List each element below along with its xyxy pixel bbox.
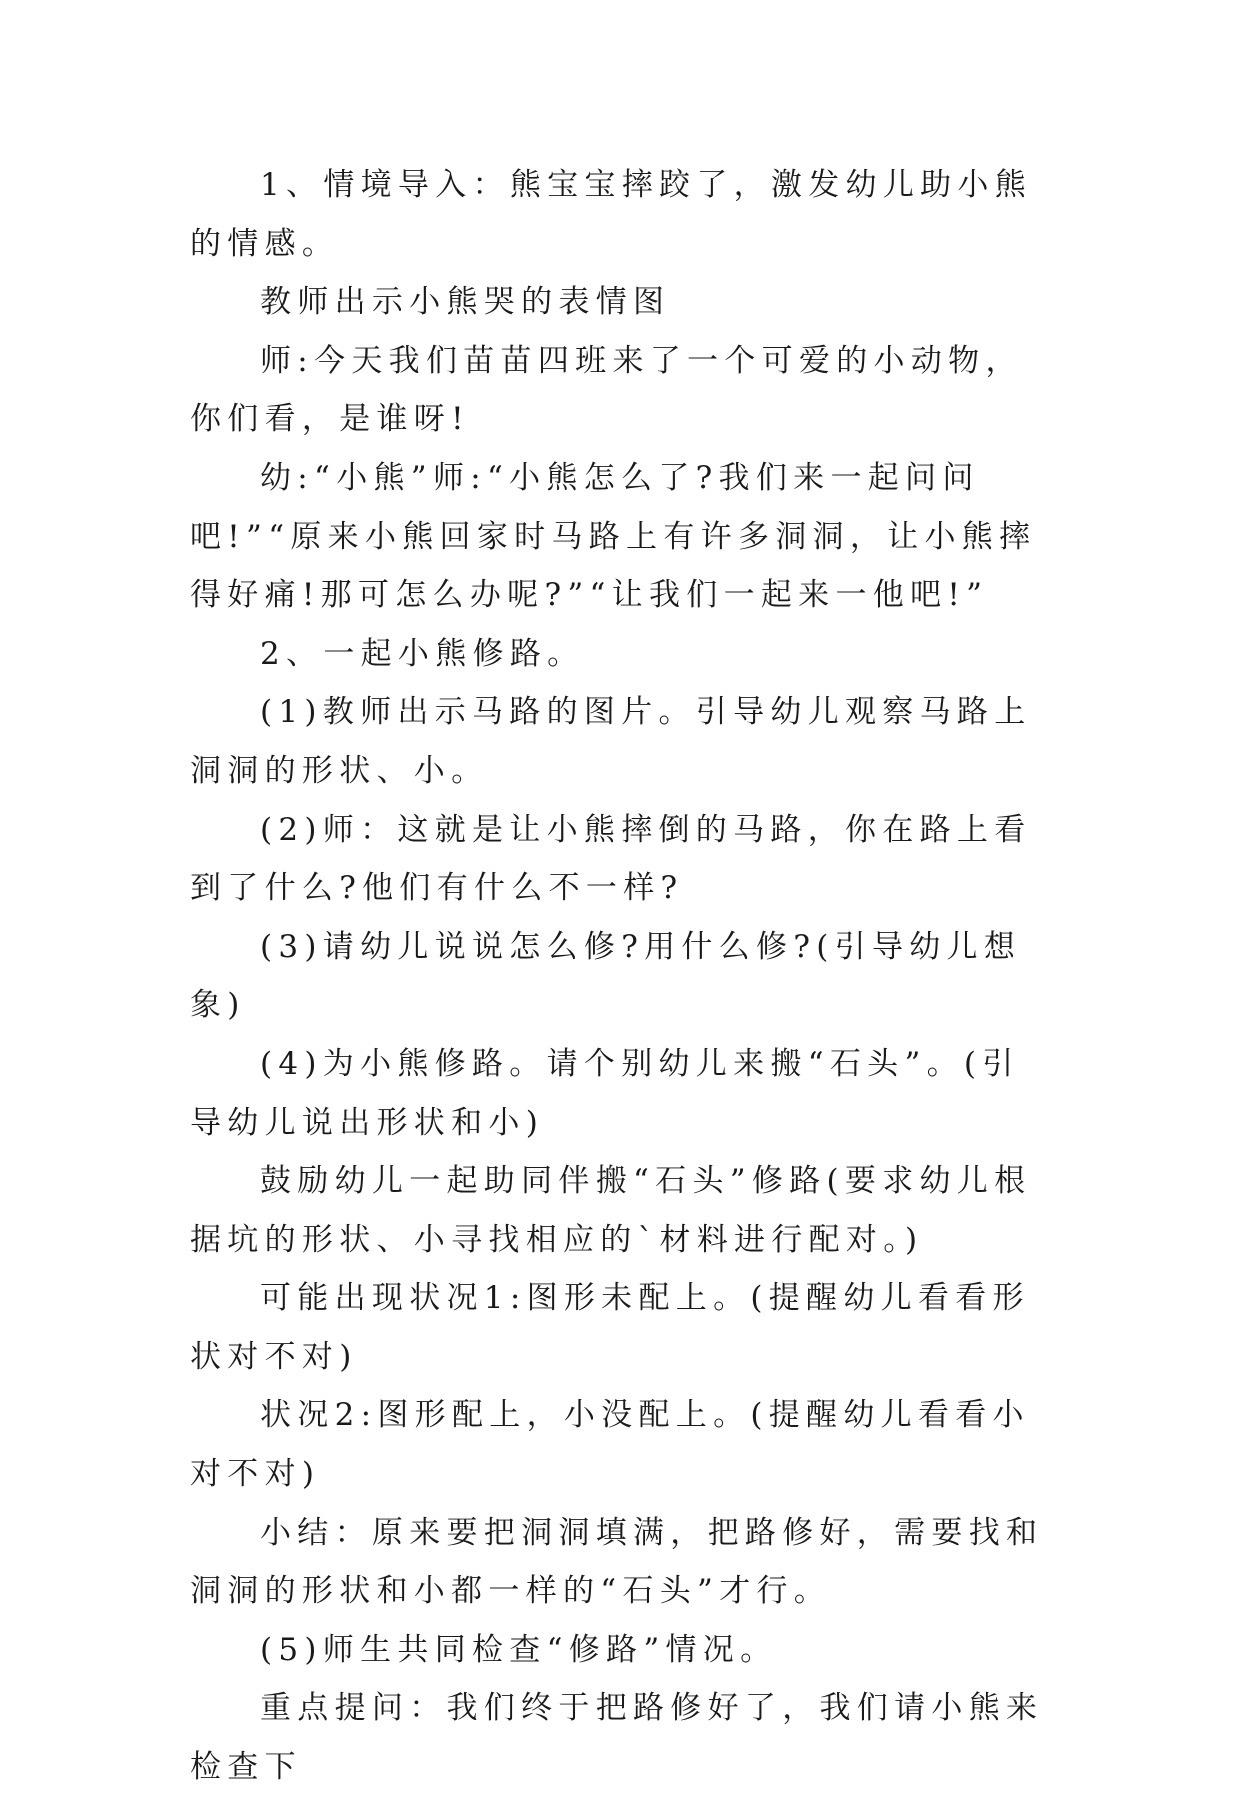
paragraph-teacher-shows-picture: 教师出示小熊哭的表情图 — [260, 284, 671, 321]
paragraph-step-4: (4)为小熊修路。请个别幼儿来搬“石头”。(引导幼儿说出形状和小) — [190, 1045, 1020, 1141]
paragraph-situation-1: 可能出现状况1:图形未配上。(提醒幼儿看看形状对不对) — [190, 1280, 1030, 1375]
paragraph-key-question: 重点提问：我们终于把路修好了，我们请小熊来检查下 — [190, 1690, 1044, 1786]
paragraph-situation-intro: 1、情境导入：熊宝宝摔跤了，激发幼儿助小熊的情感。 — [190, 167, 1033, 262]
paragraph-step-5: (5)师生共同检查“修路”情况。 — [260, 1631, 778, 1668]
paragraph-step-3: (3)请幼儿说说怎么修?用什么修?(引导幼儿想象) — [190, 928, 1022, 1024]
paragraph-encourage: 鼓励幼儿一起助同伴搬“石头”修路(要求幼儿根据坑的形状、小寻找相应的`材料进行配对。) — [190, 1163, 1032, 1258]
paragraph-step-2: (2)师：这就是让小熊摔倒的马路，你在路上看到了什么?他们有什么不一样? — [190, 811, 1032, 907]
paragraph-section-2: 2、一起小熊修路。 — [260, 635, 585, 672]
paragraph-summary: 小结：原来要把洞洞填满，把路修好，需要找和洞洞的形状和小都一样的“石头”才行。 — [190, 1514, 1044, 1610]
paragraph-situation-2: 状况2:图形配上，小没配上。(提醒幼儿看看小对不对) — [190, 1397, 1030, 1493]
paragraph-teacher-question: 师:今天我们苗苗四班来了一个可爱的小动物，你们看，是谁呀! — [190, 342, 1023, 438]
paragraph-dialogue: 幼:“小熊”师:“小熊怎么了?我们来一起问问吧!”“原来小熊回家时马路上有许多洞洞，让小熊摔得好痛!那可怎么办呢?”“让我们一起来一他吧!” — [190, 459, 1037, 614]
document-body — [190, 156, 1050, 1797]
paragraph-step-1: (1)教师出示马路的图片。引导幼儿观察马路上洞洞的形状、小。 — [190, 694, 1032, 789]
